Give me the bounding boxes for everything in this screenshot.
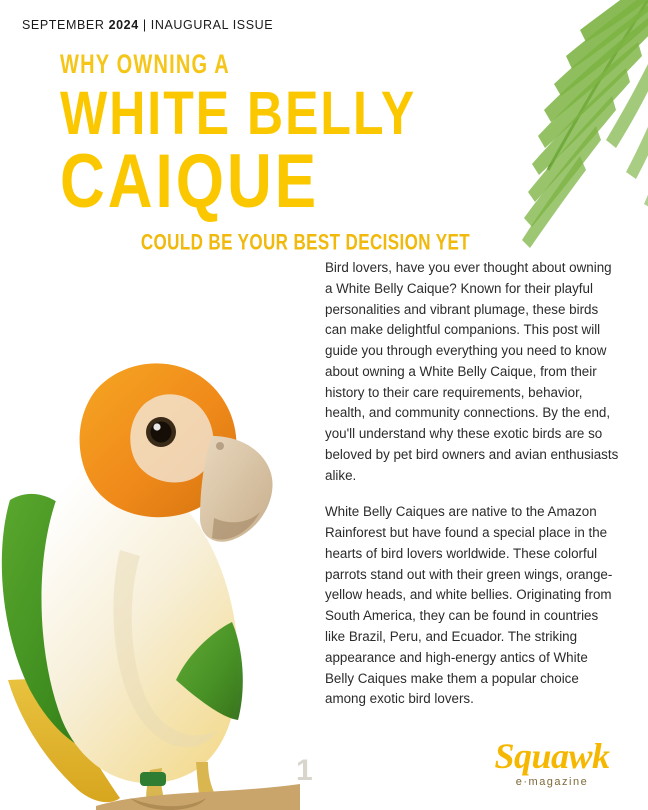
article-body [325, 258, 620, 710]
magazine-logo [482, 738, 622, 788]
page-number: 1 [296, 754, 313, 787]
issue-year: 2024 [108, 18, 139, 32]
issue-label: | INAUGURAL ISSUE [138, 18, 274, 32]
article-paragraph-2: White Belly Caiques are native to the Amazon Rainforest but have found a special place in the hearts of bird lovers worldwide. These colorful parrots stand out with their green wings, orange-yellow heads, and white bellies. Originating from South America, they can be found in countries like Brazil, Peru, and Ecuador. The striking appearance and high-energy antics of White Belly Caiques make them a popular choice among exotic bird lovers. [325, 504, 613, 707]
caique-parrot-illustration [0, 250, 300, 810]
logo-wordmark: Squawk [494, 736, 610, 776]
headline-line-1: WHITE BELLY [60, 78, 417, 148]
caique-parrot-photo [0, 250, 300, 810]
headline-kicker: WHY OWNING A [60, 50, 230, 80]
issue-line [22, 18, 273, 32]
headline-subhead: COULD BE YOUR BEST DECISION YET [140, 230, 470, 255]
issue-month: SEPTEMBER [22, 18, 109, 32]
article-paragraph-1: Bird lovers, have you ever thought about owning a White Belly Caique? Known for their playful personalities and vibrant plumage, these birds can make delightful companions. This post will guide you through everything you need to know about owning a White Belly Caique, from their history to their care requirements, behavior, health, and community connections. By the end, you'll understand why these exotic birds are so beloved by pet bird owners and avian enthusiasts alike. [325, 260, 619, 483]
headline-line-2: CAIQUE [60, 139, 320, 224]
title-block [60, 50, 580, 255]
logo-tagline: e·magazine [515, 776, 589, 788]
